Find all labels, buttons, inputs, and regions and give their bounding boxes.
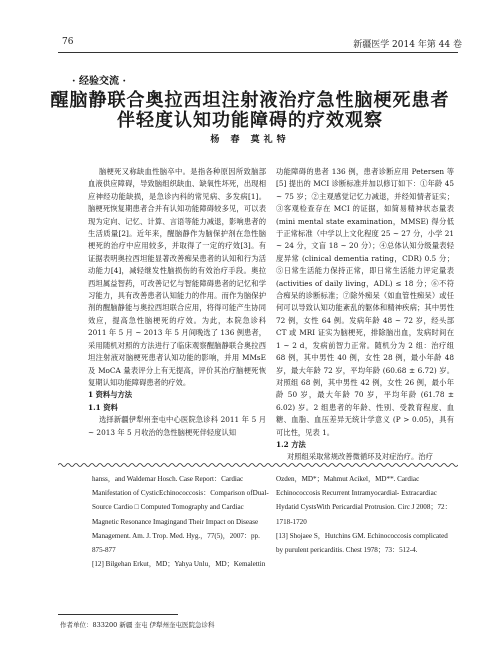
references-right [276, 472, 456, 557]
article-title-line1: 醒脑静联合奥拉西坦注射液治疗急性脑梗死患者 [50, 90, 450, 111]
left-column [88, 166, 266, 439]
journal-header: 新疆医学 2014 年第 44 卷 [353, 40, 462, 50]
reference-entry: hanss，and Waldemar Hosch. Case Report：Cardiac Manifestation of CysticEchinococcosis：Comparison ofDual-Source Cardio □ Computed Tomography and Cardiac Magnetic Resonance Imagingand Their Impact on Disease Management. Am. J. Trop. Med. Hyg.，77(5)，2007：pp. 875-877 [92, 475, 269, 555]
right-column [276, 166, 454, 464]
author-affiliation: 作者单位：833200 新疆 奎屯 伊犁州奎屯医院急诊科 [60, 621, 215, 629]
wavy-divider [58, 462, 458, 468]
materials-paragraph: 选择新疆伊犁州奎屯中心医院急诊科 2011 年 5 月 ~ 2013 年 5 月收治的急性脑梗死伴轻度认知 [88, 415, 266, 437]
reference-entry: [12] Bilgehan Erkut，MD；Yahya Unlu，MD；Kemalettin [92, 560, 266, 569]
heading-methods: 1.2 方法 [276, 439, 306, 449]
heading-materials-methods: 1 资料与方法 [88, 390, 133, 400]
authors: 杨 春 莫礼特 [210, 135, 290, 145]
references-left [92, 472, 272, 571]
reference-entry: [13] Shojaee S，Hutchins GM. Echinococcosis complicated by purulent pericarditis. Chest 1978；73：512-4. [276, 531, 448, 555]
page-number: 76 [62, 37, 74, 47]
article-title-line2: 伴轻度认知功能障碍的疗效观察 [117, 110, 383, 131]
header-rule [58, 52, 458, 53]
reference-entry: Ozden，MD*；Mahmut Acikel，MD**. Cardiac Echinococcosis Recurrent Intramyocardial- Extracardiac Hydatid CystsWith Pericardial Protrusion. Circ J 2008；72：1718-1720 [276, 475, 452, 526]
intro-paragraph: 脑梗死又称缺血性脑卒中。是指各种原因所致脑部血液供应障碍，导致脑组织缺血、缺氧性坏死，出现相应神经功能缺损，是急诊内科的常见病、多发病[1]。脑梗死恢复期患者合并有认知功能障碍较多见，可以表现为定向、记忆、计算、言语等能力减退，影响患者的生活质量[2]。近年来，醒脑静作为脑保护剂在急性脑梗死的治疗中应用较多，并取得了一定的疗效[3]。有证据表明奥拉西坦能显著改善痴呆患者的认知和行为活动能力[4]，减轻继发性脑损伤的有效治疗手段。奥拉西坦属益智药，可改善记忆与智能障碍患者的记忆和学习能力，具有改善患者认知能力的作用。而作为脑保护剂的醒脑静能与奥拉西坦联合应用，将得可能产生协同效应，提高急性脑梗死的疗效。为此，本院急诊科 2011 年 5 月 ~ 2013 年 5 月间晚选了 136 例患者，采用随机对照的方法进行了临床观察醒脑静联合奥拉西坦注射液对脑梗死患者认知功能的影响，并用 MMsE 及 MoCA 量表评分上有无提高，评价其治疗脑梗死恢复期认知功能障碍患者的疗效。 [88, 167, 266, 387]
criteria-paragraph: 功能障碍的患者 136 例，患者诊断应用 Petersen 等[5] 提出的 MCI 诊断标准并加以修订如下：①年龄 45 ~ 75 岁；②主观感觉记忆力减退，并经知情者证实；③客观检查存在 MCI 的证据，如简易精神状态量表 (mini mental state examination，MMSE) 得分低于正常标准（中学以上文化程度 25 ~ 27 分，小学 21 ~ 24 分，文盲 18 ~ 20 分）；④总体认知分级量表轻度异常 (clinical dementia rating，CDR) 0.5 分；⑤日常生活能力保持正常，即日常生活能力评定量表 (activities of daily living，ADL) ≤ 18 分；⑥不符合痴呆的诊断标准；⑦除外痴呆（如血管性痴呆）或任何可以导致认知功能紊乱的躯体和精神疾病；其中男性 72 例，女性 64 例。发病年龄 48 ~ 72 岁，经头部 CT 或 MRI 证实为脑梗死，排除脑出血，发病时间在 1 ~ 2 d，发病前智力正常。随机分为 2 组：治疗组 68 例，其中男性 40 例，女性 28 例，最小年龄 48 岁，最大年龄 72 岁，平均年龄 (60.68 ± 6.72) 岁。对照组 68 例，其中男性 42 例，女性 26 例，最小年龄 50 岁，最大年龄 70 岁，平均年龄 (61.78 ± 6.02) 岁。2 组患者的年龄、性别、受教育程度、血糖、血脂、血压差异无统计学意义 (P > 0.05)，具有可比性，见表 1。 [276, 167, 454, 437]
heading-materials: 1.1 资料 [88, 402, 118, 412]
footnote-rule [58, 614, 178, 615]
section-label: · 经验交流 · [72, 76, 126, 87]
methods-paragraph: 对照组采取常规改善微循环及对症治疗。治疗 [286, 452, 433, 462]
